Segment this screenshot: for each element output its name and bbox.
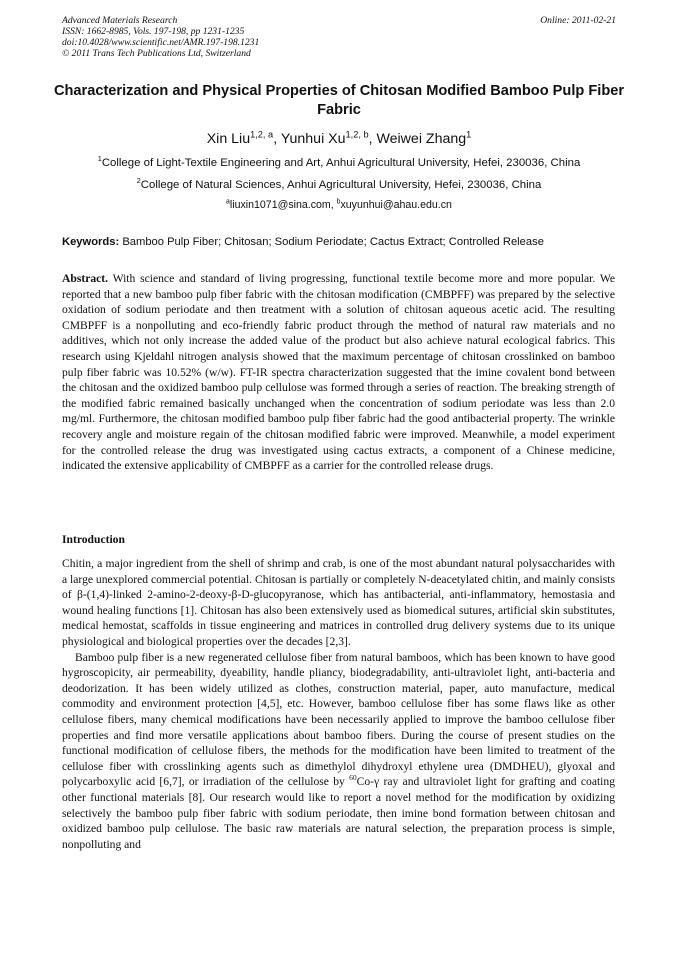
author-emails: $^a$liuxin1071@sina.com, $^b$xuyunhui@ahau.edu.cn	[226, 198, 452, 211]
author-name: Yunhui Xu	[280, 131, 346, 147]
affiliation-sup: 1	[97, 154, 102, 164]
isotope-sup: 60	[349, 773, 357, 783]
affiliation-text: College of Natural Sciences, Anhui Agricultural University, Hefei, 230036, China	[140, 179, 542, 191]
introduction-body	[62, 556, 615, 852]
running-header	[62, 15, 616, 59]
author-affil-sup: 1,2, b	[345, 129, 369, 140]
email-address: liuxin1071@sina.com	[229, 199, 331, 211]
intro-p2-text: Bamboo pulp fiber is a new regenerated cellulose fiber from natural bamboos, which has been known to have good hygroscopicity, air permeability, dyeability, handle pliancy, biodegradability, anti-ultraviolet light, anti-bacteria and deodorization. It has been widely utilized as clothes, construction material, paper, auto manufacture, medical commodity and environment protection [4,5], etc. However, bamboo cellulose fiber has some flaws like as other cellulose fibers, many chemical modifications have been necessarily applied to improve the bamboo cellulose fiber properties and find more versatile applications about bamboo fibers. During the course of present studies on the functional modification of cellulose fibers, the methods for the modification have been limited to treatment of the cellulose fiber with crosslinking agents such as dimethylol dihydroxyl ethylene urea (DMDHEU), glyoxal and polycarboxylic acid [6,7], or irradiation of the cellulose by	[62, 650, 615, 789]
email-address: xuyunhui@ahau.edu.cn	[340, 199, 452, 211]
doi-line: doi:10.4028/www.scientific.net/AMR.197-198.1231	[62, 37, 260, 48]
section-heading-introduction: Introduction	[62, 533, 125, 546]
intro-paragraph-2	[62, 650, 615, 853]
author-affil-sup: 1,2, a	[250, 129, 274, 140]
issn-line: ISSN: 1662-8985, Vols. 197-198, pp 1231-1235	[62, 26, 245, 37]
author-affil-sup: 1	[466, 129, 472, 140]
affiliation-2	[40, 178, 638, 192]
journal-name: Advanced Materials Research	[62, 15, 178, 26]
abstract	[62, 271, 615, 474]
email-sup: b	[336, 198, 341, 206]
abstract-text: With science and standard of living progressing, functional textile become more and more popular. We reported that a new bamboo pulp fiber fabric with the chitosan modification (CMBPFF) was prepared by the selective oxidation of sodium periodate and then treatment with a solution of chitosan aqueous acetic acid. The resulting CMBPFF is a nonpolluting and eco-friendly fabric product through the method of natural raw materials and no additives, which not only increase the added value of the product but also achieve natural ecological fabrics. This research using Kjeldahl nitrogen analysis showed that the maximum percentage of chitosan crosslinked on bamboo pulp fiber fabric was 10.52% (w/w). FT-IR spectra characterization suggested that the imine covalent bond between the chitosan and the oxidized bamboo pulp cellulose was formed through a series of reaction. The breaking strength of the modified fabric remained basically unchanged when the concentration of sodium periodate was less than 2.0 mg/ml. Furthermore, the chitosan modified bamboo pulp fiber fabric had the good antibacterial property. The wrinkle recovery angle and moisture regain of the chitosan modified fabric were improved. Meanwhile, a model experiment for the controlled release the drug was investigated using cactus extracts, a component of a Chinese medicine, indicated the extensive applicability of CMBPFF as a carrier for the controlled release drugs.	[62, 272, 615, 473]
abstract-label: Abstract.	[62, 272, 109, 285]
keywords-label: Keywords:	[62, 236, 120, 248]
affiliation-sup: 2	[136, 176, 141, 186]
author-name: Weiwei Zhang	[376, 131, 467, 147]
affiliation-text: College of Light-Textile Engineering and Art, Anhui Agricultural University, Hefei, 230036, China	[101, 157, 581, 169]
intro-p2-text-cont: Co-γ ray and ultraviolet light for grafting and coating other functional materials [8]. Our research would like to report a novel method for the modification by oxidizing selectively the bamboo pulp fiber fabric with sodium periodate, then imine bond formation between chitosan and oxidized bamboo pulp cellulose. The basic raw materials are natural selection, the preparation process is simple, nonpolluting and	[62, 775, 615, 851]
email-sup: a	[226, 198, 230, 206]
author-name: Xin Liu	[206, 131, 251, 147]
keywords-text: Bamboo Pulp Fiber; Chitosan; Sodium Periodate; Cactus Extract; Controlled Release	[122, 236, 544, 248]
affiliation-1	[40, 156, 638, 170]
copyright-line: © 2011 Trans Tech Publications Ltd, Switzerland	[62, 48, 251, 59]
online-date: Online: 2011-02-21	[540, 15, 616, 26]
keywords	[62, 235, 622, 249]
author-list: Xin Liu$^{1,2, a}$, Yunhui Xu$^{1,2, b}$, Weiwei Zhang$^1$	[206, 129, 472, 147]
paper-title: Characterization and Physical Properties of Chitosan Modified Bamboo Pulp Fiber Fabric	[53, 83, 625, 118]
intro-paragraph-1: Chitin, a major ingredient from the shell of shrimp and crab, is one of the most abundant natural polysaccharides with a large unexplored commercial potential. Chitosan is partially or completely N-deacetylated chitin, and mainly consists of β-(1,4)-linked 2-amino-2-deoxy-β-D-glucopyranose, which has antibacterial, anti-inflammatory, hemostasia and wound healing functions [1]. Chitosan has also been extensively used as biomedical sutures, artificial skin substitutes, medical hemostat, scaffolds in tissue engineering and matrices in controlled drug delivery systems due to its unique physiological and biological properties over the decades [2,3].	[62, 557, 615, 648]
